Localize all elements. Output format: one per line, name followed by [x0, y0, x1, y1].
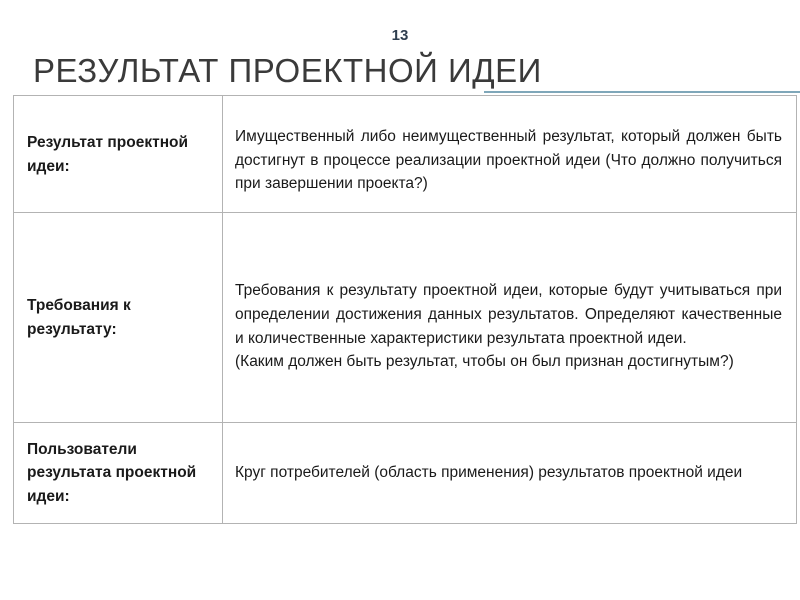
description-text: Круг потребителей (область применения) результатов проектной идеи: [235, 464, 743, 482]
table-row: [14, 213, 797, 423]
row-description-users: [223, 423, 797, 524]
table-row: [14, 423, 797, 524]
description-text: Имущественный либо неимущественный результат, который должен быть достигнут в процессе реализации проектной идеи (Что должно получиться при завершении проекта?): [235, 128, 782, 193]
info-table-container: [13, 95, 797, 524]
description-note: (Каким должен быть результат, чтобы он был признан достигнутым?): [235, 353, 734, 371]
table-row: [14, 96, 797, 213]
row-label-users: Пользователи результата проектной идеи:: [14, 423, 223, 524]
page-number: 13: [391, 27, 409, 44]
page-title: РЕЗУЛЬТАТ ПРОЕКТНОЙ ИДЕИ: [33, 52, 542, 89]
title-underline: [484, 91, 800, 93]
row-description-requirements: [223, 213, 797, 423]
description-text: Требования к результату проектной идеи, которые будут учитываться при определении достижения данных результатов. Определяют качественные и количественные характеристики результата проектной идеи.: [235, 282, 782, 347]
row-description-result: [223, 96, 797, 213]
info-table: [13, 95, 797, 524]
row-label-result: Результат проектной идеи:: [14, 96, 223, 213]
row-label-requirements: Требования к результату:: [14, 213, 223, 423]
